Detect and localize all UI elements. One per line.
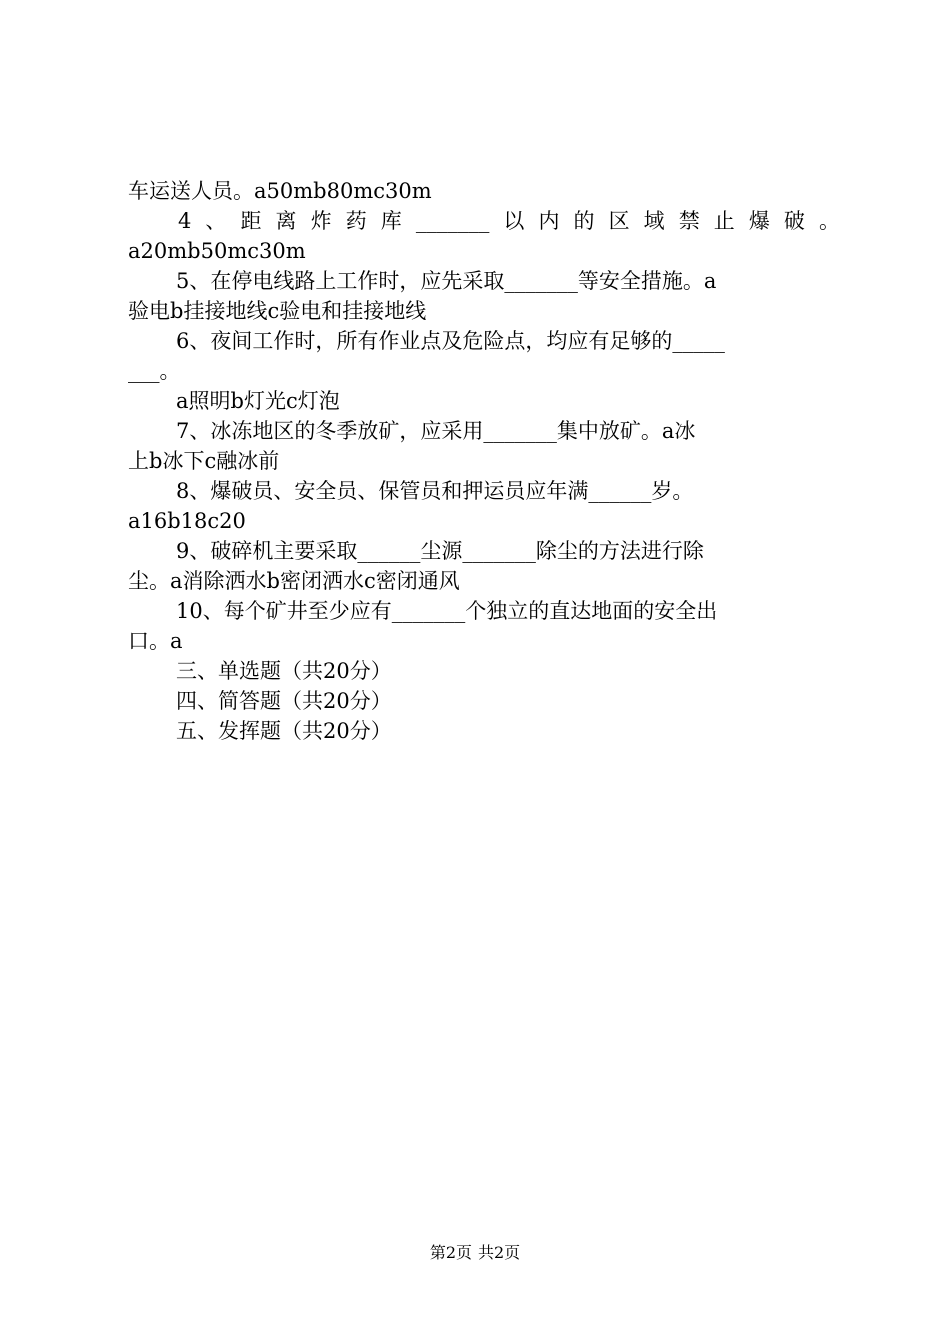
section-heading-4: 四、简答题（共20分） — [176, 689, 392, 713]
text-line: a照明b灯光c灯泡 — [176, 389, 340, 413]
question-9-line: 9、破碎机主要采取______尘源_______除尘的方法进行除 — [176, 539, 704, 563]
page-total: 共2页 — [478, 1243, 521, 1262]
text-line: 验电b挂接地线c验电和挂接地线 — [128, 299, 427, 323]
section-heading-3: 三、单选题（共20分） — [176, 659, 392, 683]
text-line: a20mb50mc30m — [128, 239, 306, 263]
document-body — [128, 176, 840, 746]
text-line: 尘。a消除洒水b密闭洒水c密闭通风 — [128, 569, 460, 593]
page-footer — [0, 1243, 950, 1263]
section-heading-5: 五、发挥题（共20分） — [176, 719, 392, 743]
question-4-line: 4、距离炸药库_______以内的区域禁止爆破。 — [178, 209, 840, 233]
question-7-line: 7、冰冻地区的冬季放矿，应采用_______集中放矿。a冰 — [176, 419, 696, 443]
text-line: 口。a — [128, 629, 183, 653]
page-number: 第2页 — [429, 1243, 472, 1262]
question-5-line: 5、在停电线路上工作时，应先采取_______等安全措施。a — [176, 269, 717, 293]
text-line: ___。 — [128, 359, 181, 383]
question-10-line: 10、每个矿井至少应有_______个独立的直达地面的安全出 — [176, 599, 718, 623]
text-line: 车运送人员。a50mb80mc30m — [128, 179, 432, 203]
question-6-line: 6、夜间工作时，所有作业点及危险点，均应有足够的_____ — [176, 329, 725, 353]
text-line: a16b18c20 — [128, 509, 246, 533]
text-line: 上b冰下c融冰前 — [128, 449, 280, 473]
question-8-line: 8、爆破员、安全员、保管员和押运员应年满______岁。 — [176, 479, 694, 503]
